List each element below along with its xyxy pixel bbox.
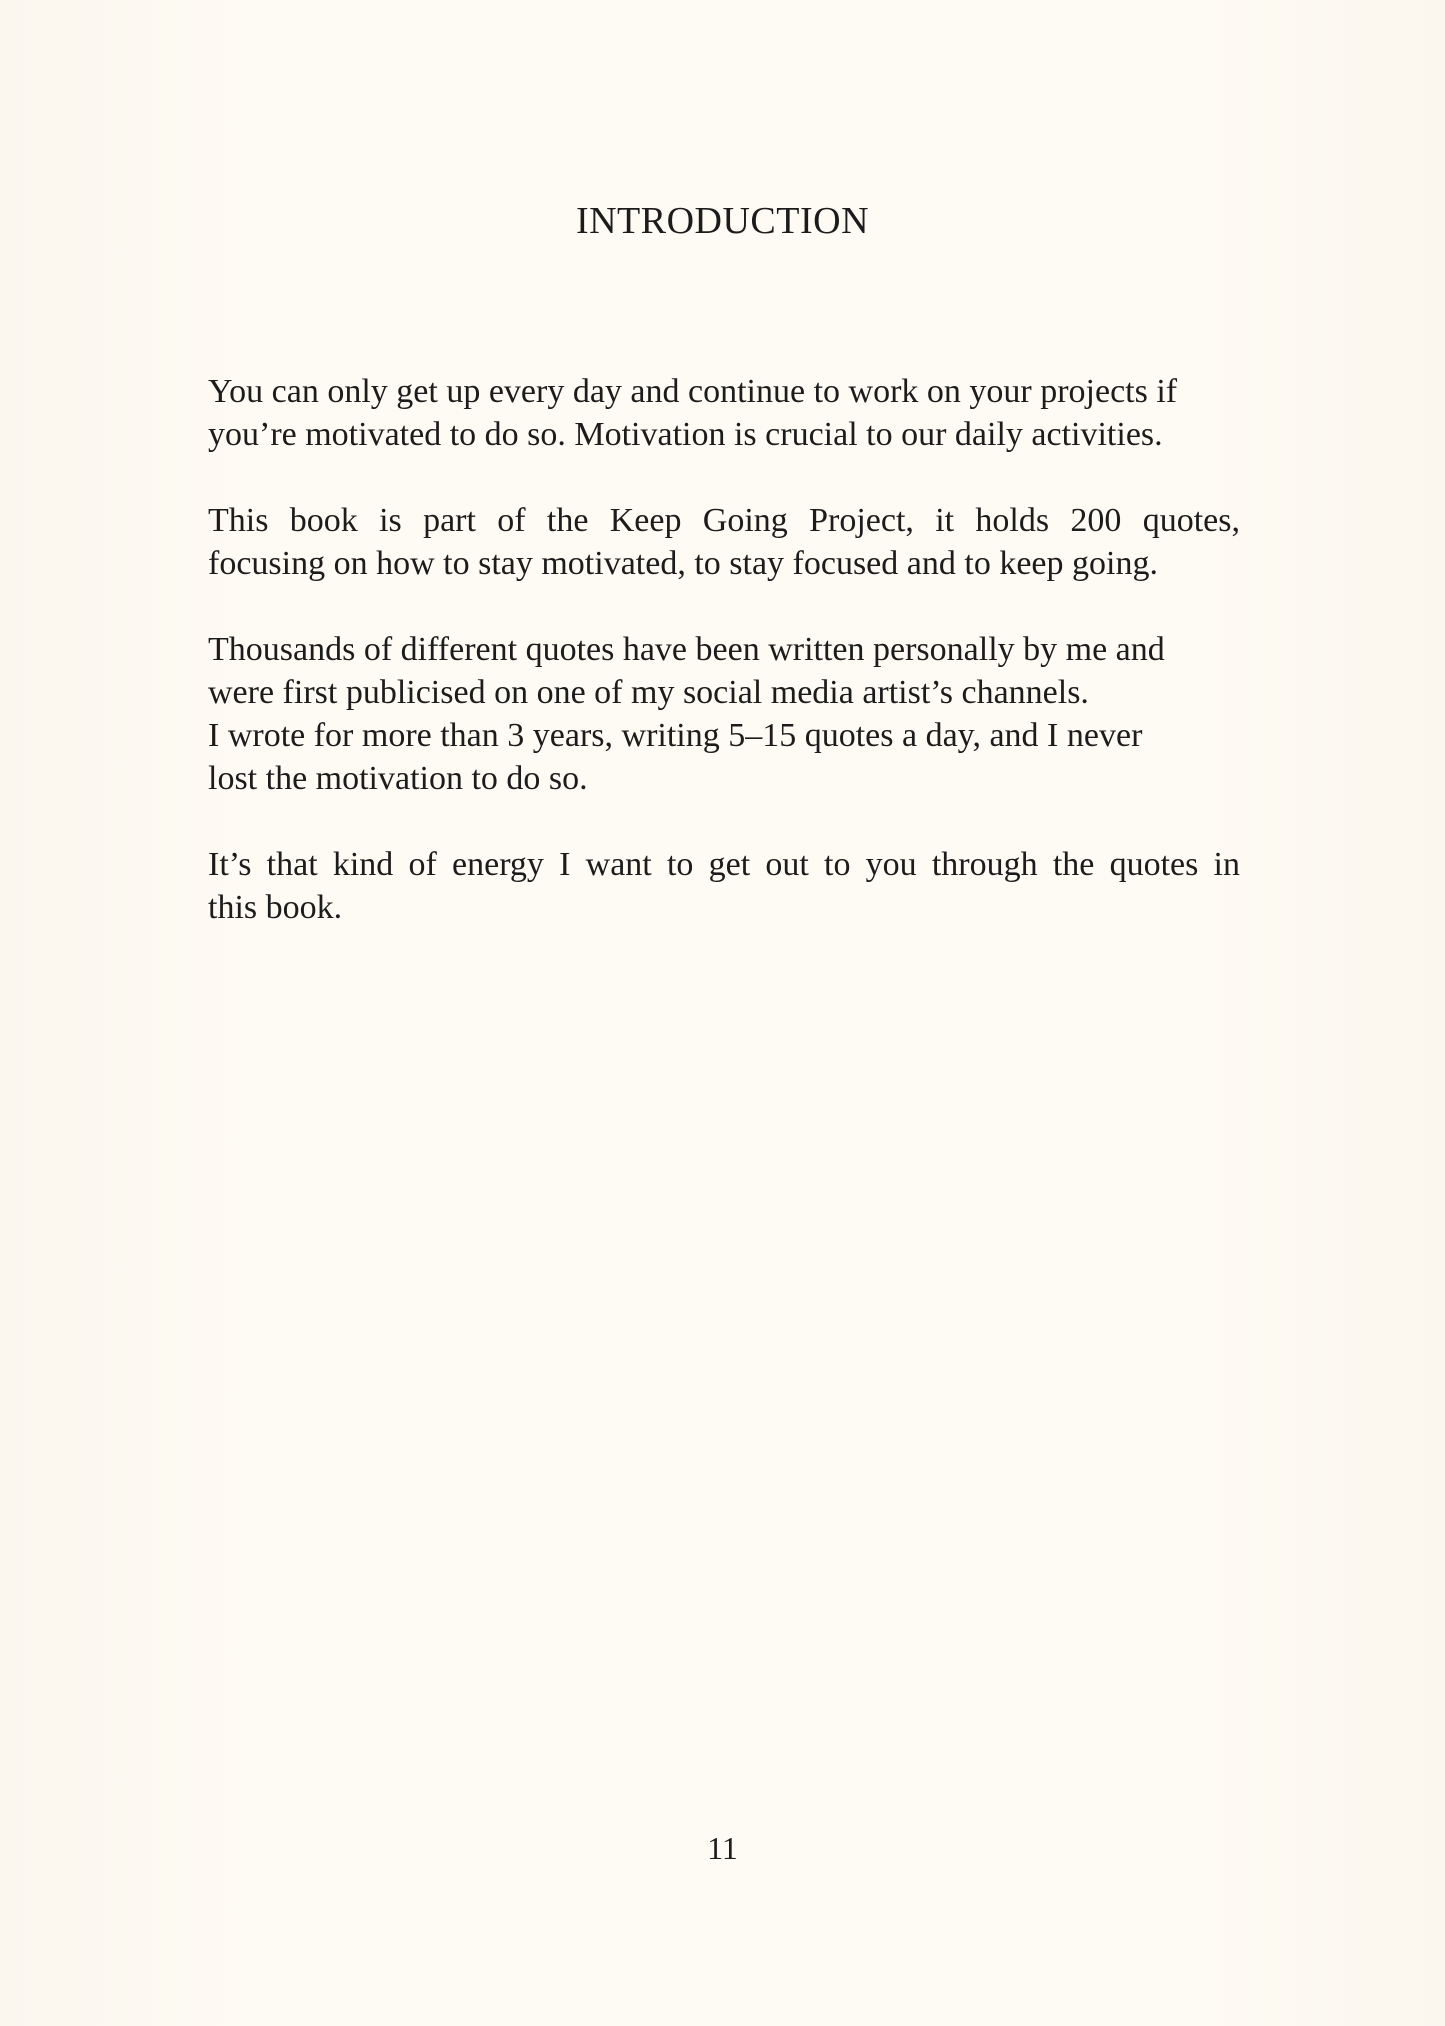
paragraph-line: focusing on how to stay motivated, to stay focused and to keep going. — [208, 545, 1158, 582]
paragraph-line: were first publicised on one of my social media artist’s channels. — [208, 674, 1089, 711]
chapter-heading: INTRODUCTION — [575, 200, 870, 242]
paragraph-line: This book is part of the Keep Going Project, it holds 200 quotes, — [208, 502, 1240, 539]
paragraph-energy — [208, 843, 1240, 929]
paragraph-line: lost the motivation to do so. — [208, 760, 588, 797]
page-number: 11 — [707, 1830, 738, 1866]
paragraph-line: Thousands of different quotes have been written personally by me and — [208, 631, 1165, 668]
paragraph-line: I wrote for more than 3 years, writing 5–15 quotes a day, and I never — [208, 717, 1143, 754]
paragraph-motivation — [208, 370, 1240, 456]
paragraph-line: this book. — [208, 889, 343, 926]
paragraph-project — [208, 499, 1240, 585]
body-text — [208, 370, 1240, 972]
paragraph-line: You can only get up every day and continue to work on your projects if — [208, 373, 1178, 410]
paragraph-line: you’re motivated to do so. Motivation is crucial to our daily activities. — [208, 416, 1163, 453]
paragraph-line: It’s that kind of energy I want to get out to you through the quotes in — [208, 846, 1240, 883]
paragraph-quotes-history — [208, 628, 1240, 800]
